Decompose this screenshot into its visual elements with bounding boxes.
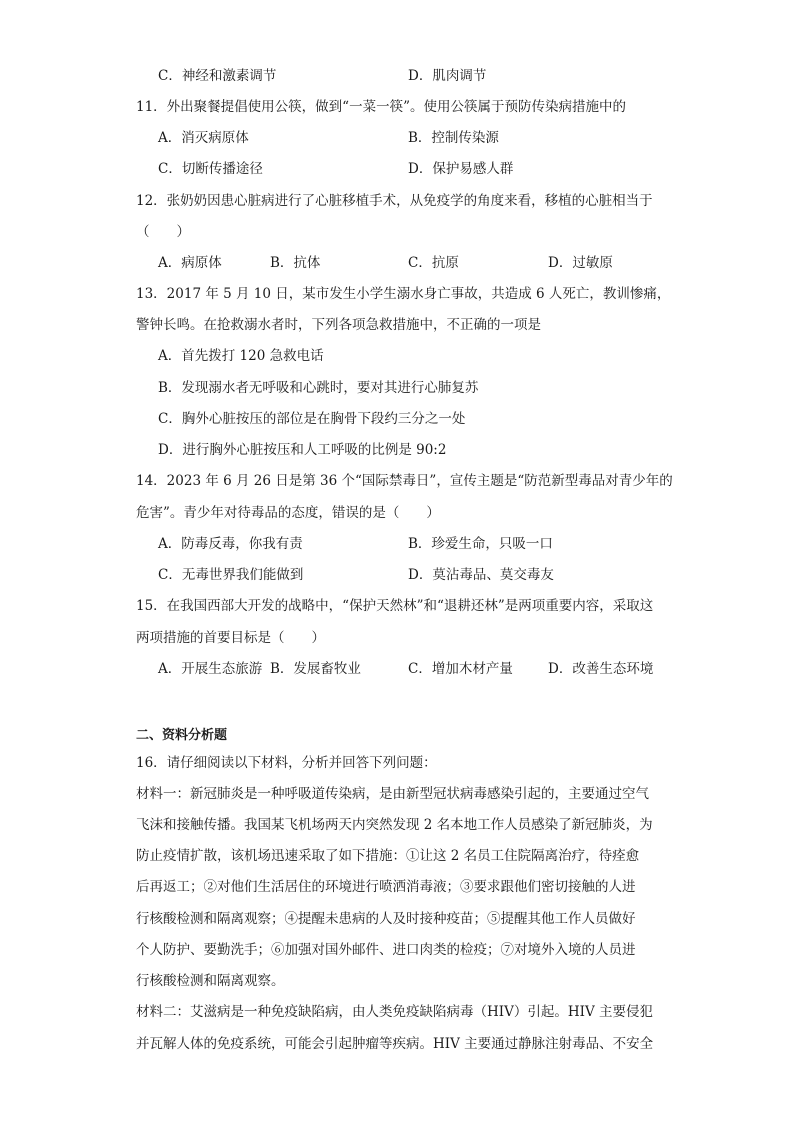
q12-stem-line2: （ ） [136,224,190,240]
q11-stem: 11．外出聚餐提倡使用公筷，做到“一菜一筷”。使用公筷属于预防传染病措施中的 [136,99,626,115]
q14-stem-line1: 14．2023 年 6 月 26 日是第 36 个“国际禁毒日”，宣传主题是“防范新型毒品对青少年的 [136,473,673,489]
material-one-line: 材料一：新冠肺炎是一种呼吸道传染病，是由新型冠状病毒感染引起的，主要通过空气 [136,786,649,802]
q15-option-b: B．发展畜牧业 [270,661,361,677]
q11-option-a: A．消灭病原体 [158,130,249,146]
q13-option-a: A．首先拨打 120 急救电话 [158,348,324,364]
q12-option-b: B．抗体 [270,255,321,271]
q13-stem-line2: 警钟长鸣。在抢救溺水者时，下列各项急救措施中，不正确的一项是 [136,317,541,333]
q13-option-b: B．发现溺水者无呼吸和心跳时，要对其进行心肺复苏 [158,380,479,396]
q16-stem: 16．请仔细阅读以下材料，分析并回答下列问题： [136,755,437,771]
q10-option-d: D．肌肉调节 [408,68,487,84]
material-one-line: 飞沫和接触传播。我国某飞机场两天内突然发现 2 名本地工作人员感染了新冠肺炎，为 [136,817,653,833]
q15-stem-line1: 15．在我国西部大开发的战略中，“保护天然林”和“退耕还林”是两项重要内容，采取这 [136,598,654,614]
material-one-line: 个人防护、要勤洗手；⑥加强对国外邮件、进口肉类的检疫；⑦对境外入境的人员进 [136,942,636,958]
material-one-line: 行核酸检测和隔离观察；④提醒未患病的人及时接种疫苗；⑤提醒其他工作人员做好 [136,911,636,927]
material-one-line: 后再返工；②对他们生活居住的环境进行喷洒消毒液；③要求跟他们密切接触的人进 [136,879,636,895]
q15-option-a: A．开展生态旅游 [158,661,263,677]
q12-stem-line1: 12．张奶奶因患心脏病进行了心脏移植手术，从免疫学的角度来看，移植的心脏相当于 [136,193,653,209]
q14-option-c: C．无毒世界我们能做到 [158,567,304,583]
q13-option-c: C．胸外心脏按压的部位是在胸骨下段约三分之一处 [158,411,466,427]
q14-option-d: D．莫沾毒品、莫交毒友 [408,567,554,583]
q12-option-c: C．抗原 [408,255,459,271]
q11-option-b: B．控制传染源 [408,130,499,146]
q14-stem-line2: 危害”。青少年对待毒品的态度，错误的是（ ） [136,505,440,521]
q10-option-c: C．神经和激素调节 [158,68,277,84]
q11-option-c: C．切断传播途径 [158,161,263,177]
q15-option-d: D．改善生态环境 [548,661,654,677]
material-one-line: 行核酸检测和隔离观察。 [136,973,285,989]
material-two-line: 材料二：艾滋病是一种免疫缺陷病，由人类免疫缺陷病毒（HIV）引起。HIV 主要侵犯 [136,1004,654,1020]
q14-option-b: B．珍爱生命，只吸一口 [408,536,553,552]
material-two-line: 并瓦解人体的免疫系统，可能会引起肿瘤等疾病。HIV 主要通过静脉注射毒品、不安全 [136,1036,654,1052]
q12-option-d: D．过敏原 [548,255,613,271]
q12-option-a: A．病原体 [158,255,222,271]
q14-option-a: A．防毒反毒，你我有责 [158,536,303,552]
material-one-line: 防止疫情扩散，该机场迅速采取了如下措施：①让这 2 名员工住院隔离治疗，待痊愈 [136,848,640,864]
q13-stem-line1: 13．2017 年 5 月 10 日，某市发生小学生溺水身亡事故，共造成 6 人死亡，教训惨痛， [136,286,671,302]
section-heading: 二、资料分析题 [136,728,228,743]
q15-option-c: C．增加木材产量 [408,661,513,677]
q15-stem-line2: 两项措施的首要目标是（ ） [136,630,325,646]
q13-option-d: D．进行胸外心脏按压和人工呼吸的比例是 90:2 [158,442,447,458]
q11-option-d: D．保护易感人群 [408,161,514,177]
